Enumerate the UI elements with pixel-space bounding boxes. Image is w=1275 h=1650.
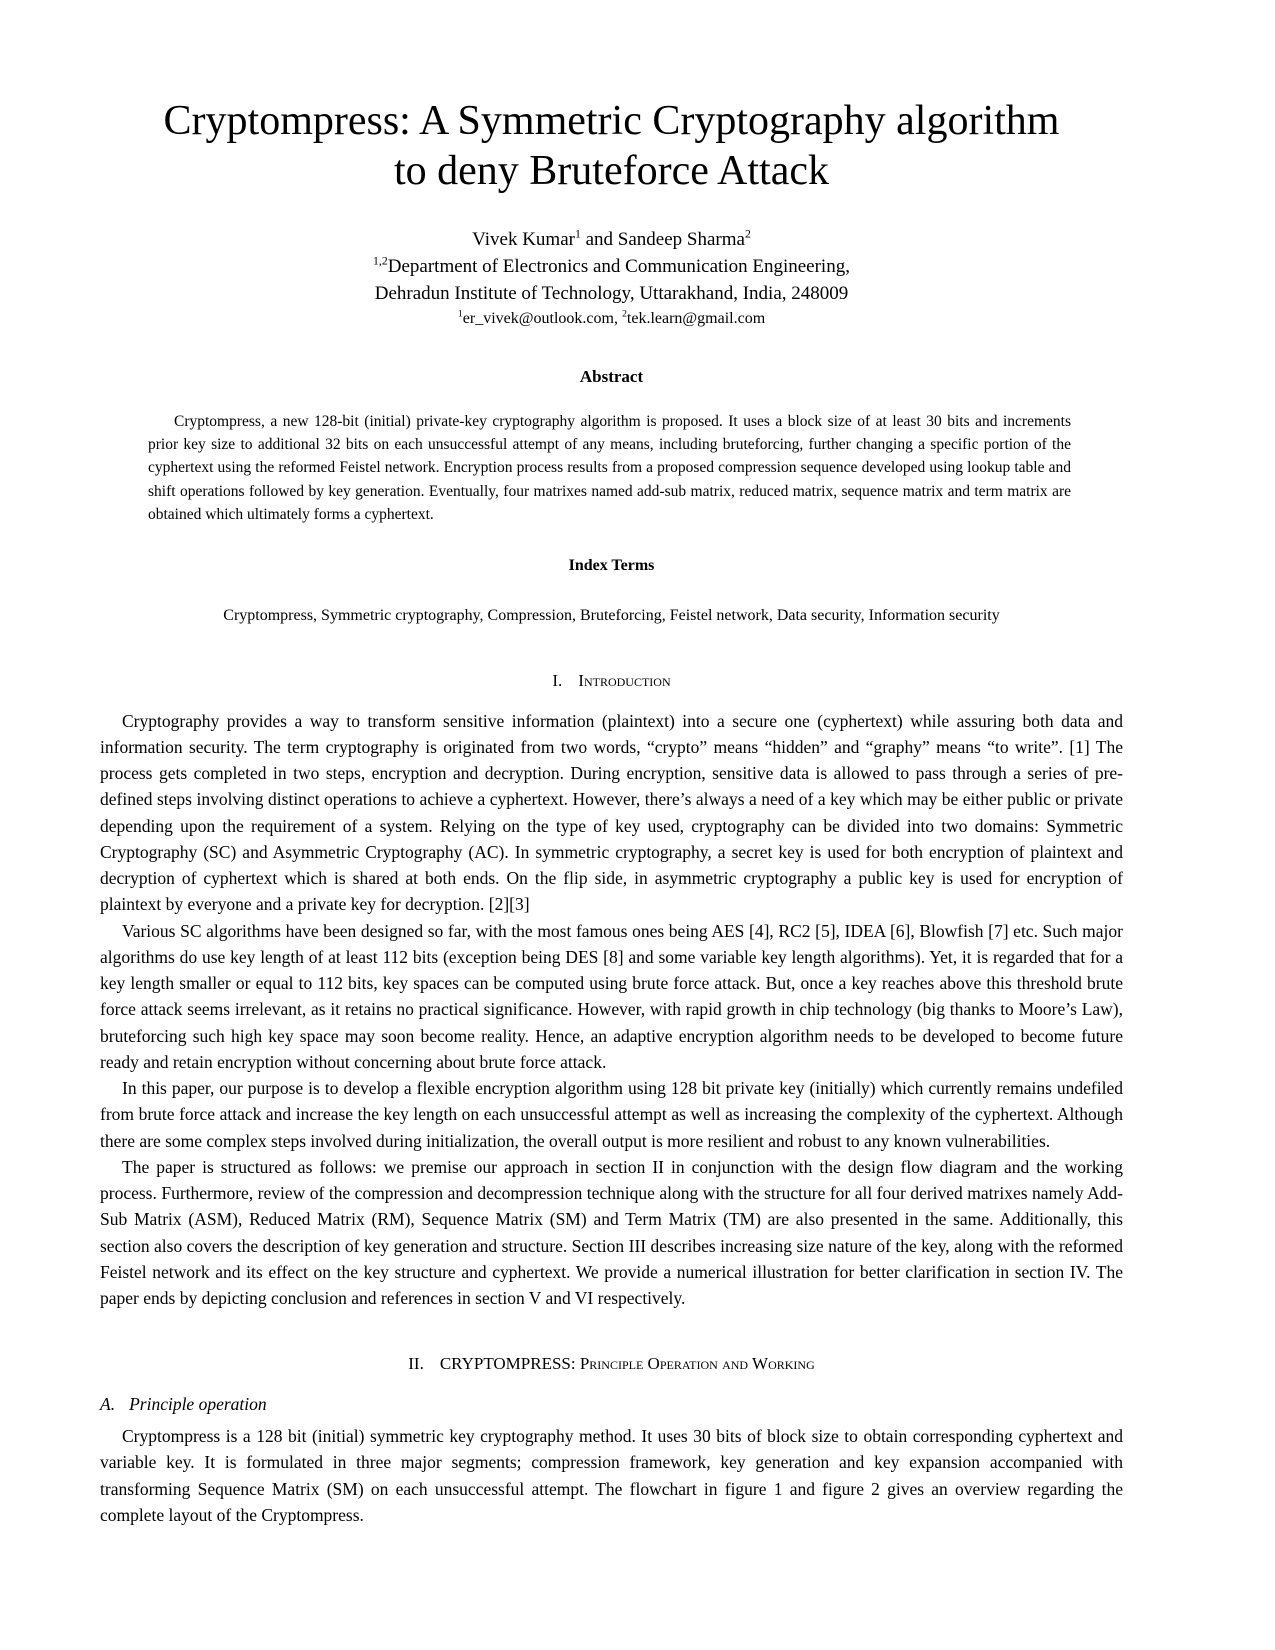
section-1-number: I. [552, 671, 563, 691]
index-terms-text: Cryptompress, Symmetric cryptography, Compression, Bruteforcing, Feistel network, Data security, Information security [223, 607, 1000, 625]
section-introduction [100, 668, 1123, 1311]
author-1-name: Vivek Kumar [472, 228, 575, 250]
intro-paragraph-1: Cryptography provides a way to transform sensitive information (plaintext) into a secure one (cyphertext) while assuring both data and information security. The term cryptography is originated from two words, “crypto” means “hidden” and “graphy” means “to write”. [1] The process gets completed in two steps, encryption and decryption. During encryption, sensitive data is allowed to pass through a series of pre-defined steps involving distinct operations to achieve a cyphertext. However, there’s always a need of a key which may be either public or private depending upon the requirement of a system. Relying on the type of key used, cryptography can be divided into two domains: Symmetric Cryptography (SC) and Asymmetric Cryptography (AC). In symmetric cryptography, a secret key is used for both encryption of plaintext and decryption of cyphertext which is shared at both ends. On the flip side, in asymmetric cryptography a public key is used for encryption of plaintext by everyone and a private key for decryption. [2][3] [100, 710, 1123, 915]
email-1-address: er_vivek@outlook.com, [462, 309, 622, 327]
subsection-a-title: Principle operation [129, 1393, 267, 1414]
authors-block [100, 227, 1123, 331]
intro-paragraph-4: The paper is structured as follows: we premise our approach in section II in conjunction with the design flow diagram and the working process. Furthermore, review of the compression and decompression technique along with the structure for all four derived matrixes namely Add-Sub Matrix (ASM), Reduced Matrix (RM), Sequence Matrix (SM) and Term Matrix (TM) are also presented in the same. Additionally, this section also covers the description of key generation and structure. Section III describes increasing size nature of the key, along with the reformed Feistel network and its effect on the key structure and cyphertext. We provide a numerical illustration for better clarification in section IV. The paper ends by depicting conclusion and references in section V and VI respectively. [100, 1156, 1123, 1309]
author-1-superscript: 1 [574, 227, 581, 241]
section-1-heading [100, 668, 1123, 694]
paper-title-line-1: Cryptompress: A Symmetric Cryptography algorithm [163, 98, 1060, 144]
abstract-heading: Abstract [579, 367, 644, 387]
subsection-a-label: A. [100, 1393, 116, 1414]
affiliation-line-1 [100, 254, 1123, 281]
abstract-text: Cryptompress, a new 128-bit (initial) private-key cryptography algorithm is proposed. It uses a block size of at least 30 bits and increments prior key size to additional 32 bits on each unsuccessful attempt of any means, including bruteforcing, further changing a specific portion of the cyphertext using the reformed Feistel network. Encryption process results from a proposed compression sequence developed using lookup table and shift operations followed by key generation. Eventually, four matrixes named add-sub matrix, reduced matrix, sequence matrix and term matrix are obtained which ultimately forms a cyphertext. [148, 412, 1071, 523]
section-2-heading [100, 1351, 1123, 1377]
email-2-superscript: 2 [621, 308, 627, 320]
intro-paragraph-3: In this paper, our purpose is to develop a flexible encryption algorithm using 128 bit private key (initially) which currently remains undefiled from brute force attack and increase the key length on each unsuccessful attempt as well as increasing the complexity of the cyphertext. Although there are some complex steps involved during initialization, the overall output is more resilient and robust to any known vulnerabilities. [100, 1078, 1123, 1151]
abstract-section [100, 364, 1123, 628]
principle-operation-paragraph-1: Cryptompress is a 128 bit (initial) symmetric key cryptography method. It uses 30 bits of block size to obtain corresponding cyphertext and variable key. It is formulated in three major segments; compression framework, key generation and key expansion accompanied with transforming Sequence Matrix (SM) on each unsuccessful attempt. The flowchart in figure 1 and figure 2 gives an overview regarding the complete layout of the Cryptompress. [100, 1426, 1123, 1525]
intro-paragraph-2: Various SC algorithms have been designed so far, with the most famous ones being AES [4], RC2 [5], IDEA [6], Blowfish [7] etc. Such major algorithms do use key length of at least 112 bits (exception being DES [8] and some variable key length algorithms). Yet, it is regarded that for a key length smaller or equal to 112 bits, key spaces can be computed using brute force attack. But, once a key reaches above this threshold brute force attack seems irrelevant, as it retains no practical significance. However, with rapid growth in chip technology (big thanks to Moore’s Law), bruteforcing such high key space may soon become reality. Hence, an adaptive encryption algorithm needs to be developed to become future ready and retain encryption without concerning about brute force attack. [100, 920, 1123, 1072]
author-names-line [100, 227, 1123, 254]
email-line [100, 308, 1123, 331]
index-terms-heading: Index Terms [568, 557, 655, 575]
author-2-superscript: 2 [744, 227, 751, 241]
subsection-a-heading [100, 1391, 1123, 1417]
title-block [100, 96, 1123, 330]
affiliation-institute: Dehradun Institute of Technology, Uttarakhand, India, 248009 [374, 282, 849, 304]
section-cryptompress [100, 1351, 1123, 1528]
paper-title-line-2: to deny Bruteforce Attack [393, 148, 829, 195]
affiliation-superscript: 1,2 [373, 254, 388, 268]
section-1-title: Introduction [578, 671, 671, 691]
paper-title [100, 96, 1123, 197]
affiliation-department: Department of Electronics and Communication Engineering, [387, 255, 850, 277]
email-1-superscript: 1 [457, 308, 463, 320]
section-2-number: II. [408, 1354, 424, 1374]
author-2-name: Sandeep Sharma [617, 228, 745, 250]
email-2-address: tek.learn@gmail.com [626, 309, 766, 327]
author-conjunction: and [580, 228, 618, 250]
section-2-title: CRYPTOMPRESS: Principle Operation and Working [439, 1354, 815, 1374]
affiliation-line-2 [100, 281, 1123, 308]
